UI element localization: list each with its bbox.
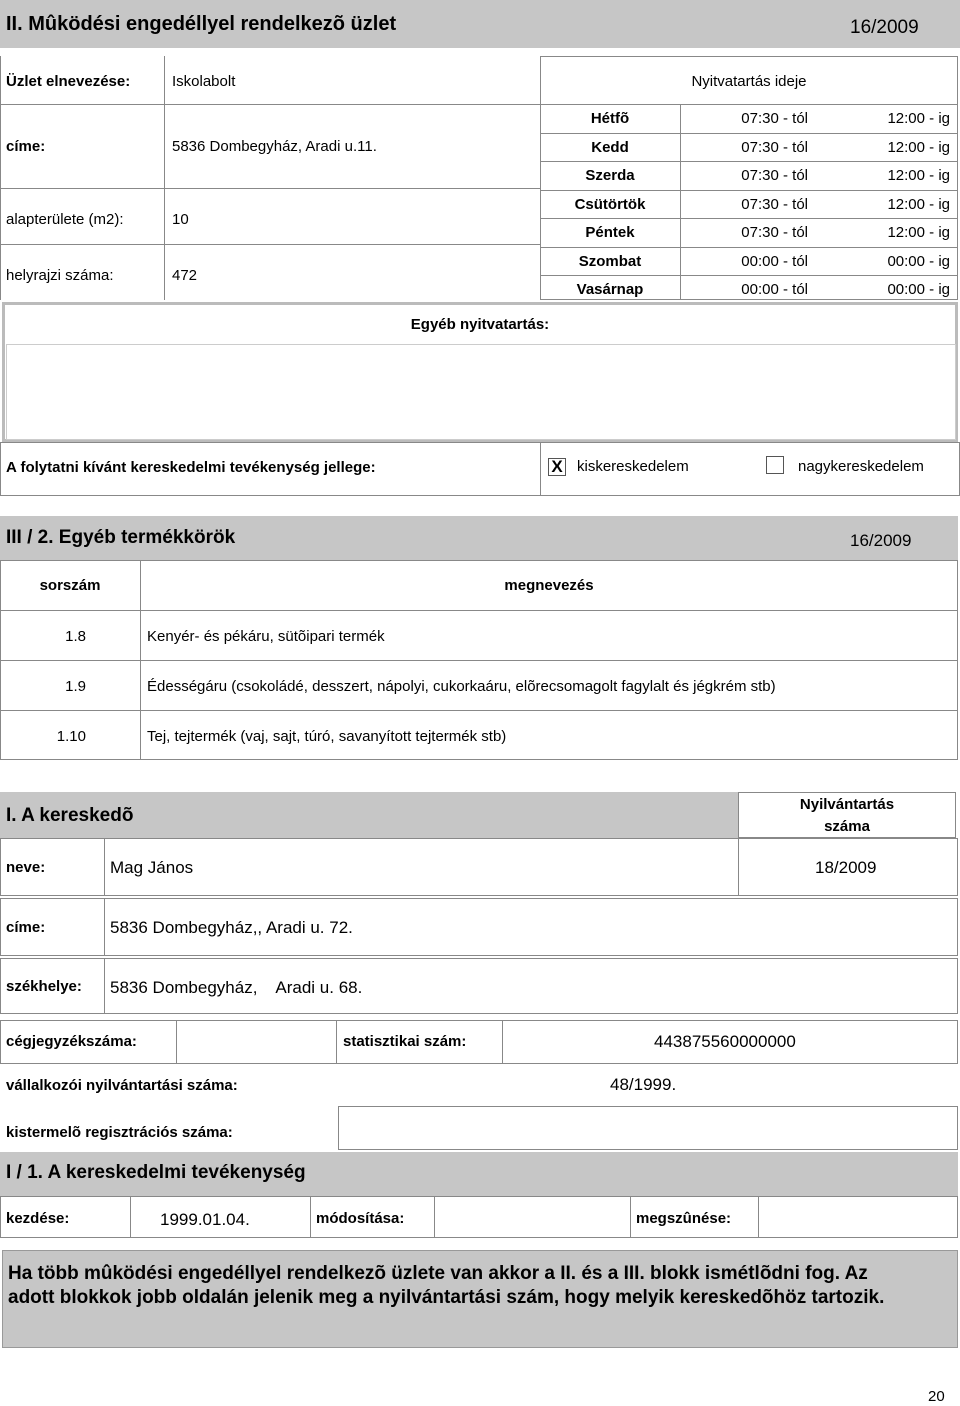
- note-text: Ha több mûködési engedéllyel rendelkezõ üzlete van akkor a II. és a III. blokk ismétlõdni fog. Az adott blokkok jobb oldalán jelenik meg a nyilvántartási szám, hogy melyik kereskedõhöz tartozik.: [8, 1263, 885, 1308]
- activity-section-title: I / 1. A kereskedelmi tevékenység: [6, 1162, 306, 1183]
- hours-to: 12:00 - ig: [887, 139, 950, 156]
- hours-day: Szerda: [585, 167, 635, 184]
- hours-from: 07:30 - tól: [741, 139, 808, 156]
- trader-reg-value: 18/2009: [815, 858, 877, 877]
- product-no: 1.8: [65, 628, 86, 645]
- hours-to: 12:00 - ig: [887, 224, 950, 241]
- page-number: 20: [928, 1388, 945, 1405]
- mod-label: módosítása:: [316, 1210, 405, 1227]
- activity-type-label: A folytatni kívánt kereskedelmi tevékenység jellege:: [6, 459, 376, 476]
- store-name-label: Üzlet elnevezése:: [6, 73, 131, 90]
- company-reg-label: cégjegyzékszáma:: [6, 1033, 137, 1050]
- hours-from: 07:30 - tól: [741, 110, 808, 127]
- store-address-label: címe:: [6, 138, 46, 155]
- store-address-value: 5836 Dombegyház, Aradi u.11.: [172, 138, 377, 155]
- start-value: 1999.01.04.: [160, 1210, 250, 1229]
- hours-from: 07:30 - tól: [741, 224, 808, 241]
- product-no: 1.10: [56, 728, 86, 745]
- products-section-title: III / 2. Egyéb termékkörök: [6, 527, 236, 548]
- start-label: kezdése:: [6, 1210, 70, 1227]
- hours-from: 00:00 - tól: [741, 253, 808, 270]
- hours-to: 00:00 - ig: [887, 253, 950, 270]
- store-area-value: 10: [172, 211, 189, 228]
- hours-day: Péntek: [585, 224, 635, 241]
- trader-seat-value: 5836 Dombegyház, Aradi u. 68.: [110, 978, 363, 997]
- retail-label: kiskereskedelem: [577, 458, 689, 475]
- other-hours-label: Egyéb nyitvatartás:: [410, 316, 550, 333]
- store-parcel-label: helyrajzi száma:: [6, 267, 114, 284]
- entrepreneur-label: vállalkozói nyilvántartási száma:: [6, 1077, 238, 1094]
- hours-from: 00:00 - tól: [741, 281, 808, 298]
- product-name: Kenyér- és pékáru, sütõipari termék: [147, 628, 385, 645]
- trader-section-title: I. A kereskedõ: [6, 805, 134, 826]
- hours-day: Vasárnap: [576, 281, 644, 298]
- trader-name-value: Mag János: [110, 858, 194, 877]
- trader-address-value: 5836 Dombegyház,, Aradi u. 72.: [110, 918, 353, 937]
- wholesale-checkbox[interactable]: [766, 456, 784, 474]
- wholesale-label: nagykereskedelem: [798, 458, 924, 475]
- entrepreneur-value: 48/1999.: [610, 1075, 677, 1094]
- product-no: 1.9: [65, 678, 86, 695]
- store-name-value: Iskolabolt: [172, 73, 236, 90]
- reg-header-2: száma: [824, 818, 870, 835]
- trader-name-label: neve:: [6, 859, 46, 876]
- products-col-name: megnevezés: [504, 577, 594, 594]
- products-col-no: sorszám: [39, 577, 101, 594]
- other-hours-area: [6, 344, 956, 440]
- end-label: megszûnése:: [636, 1210, 732, 1227]
- products-number: 16/2009: [850, 531, 912, 550]
- hours-day: Kedd: [591, 139, 629, 156]
- hours-to: 12:00 - ig: [887, 196, 950, 213]
- trader-address-label: címe:: [6, 919, 46, 936]
- hours-from: 07:30 - tól: [741, 196, 808, 213]
- store-number: 16/2009: [850, 17, 919, 38]
- product-name: Tej, tejtermék (vaj, sajt, túró, savanyított tejtermék stb): [147, 728, 507, 745]
- smallproducer-label: kistermelõ regisztrációs száma:: [6, 1124, 233, 1141]
- opening-hours-title: Nyitvatartás ideje: [691, 73, 807, 90]
- hours-day: Szombat: [578, 253, 642, 270]
- product-name: Édességáru (csokoládé, desszert, nápolyi, cukorkaáru, elõrecsomagolt fagylalt és jégkrém stb): [147, 678, 776, 695]
- stat-value: 443875560000000: [654, 1032, 796, 1051]
- hours-to: 00:00 - ig: [887, 281, 950, 298]
- reg-header-1: Nyilvántartás: [799, 796, 895, 813]
- hours-day: Csütörtök: [574, 196, 646, 213]
- store-area-label: alapterülete (m2):: [6, 211, 124, 228]
- stat-label: statisztikai szám:: [343, 1033, 467, 1050]
- trader-seat-label: székhelye:: [6, 978, 82, 995]
- hours-to: 12:00 - ig: [887, 110, 950, 127]
- retail-checkbox[interactable]: X: [548, 458, 566, 476]
- store-section-title: II. Mûködési engedéllyel rendelkezõ üzlet: [6, 13, 397, 35]
- store-parcel-value: 472: [172, 267, 198, 284]
- hours-from: 07:30 - tól: [741, 167, 808, 184]
- hours-day: Hétfõ: [590, 110, 630, 127]
- hours-to: 12:00 - ig: [887, 167, 950, 184]
